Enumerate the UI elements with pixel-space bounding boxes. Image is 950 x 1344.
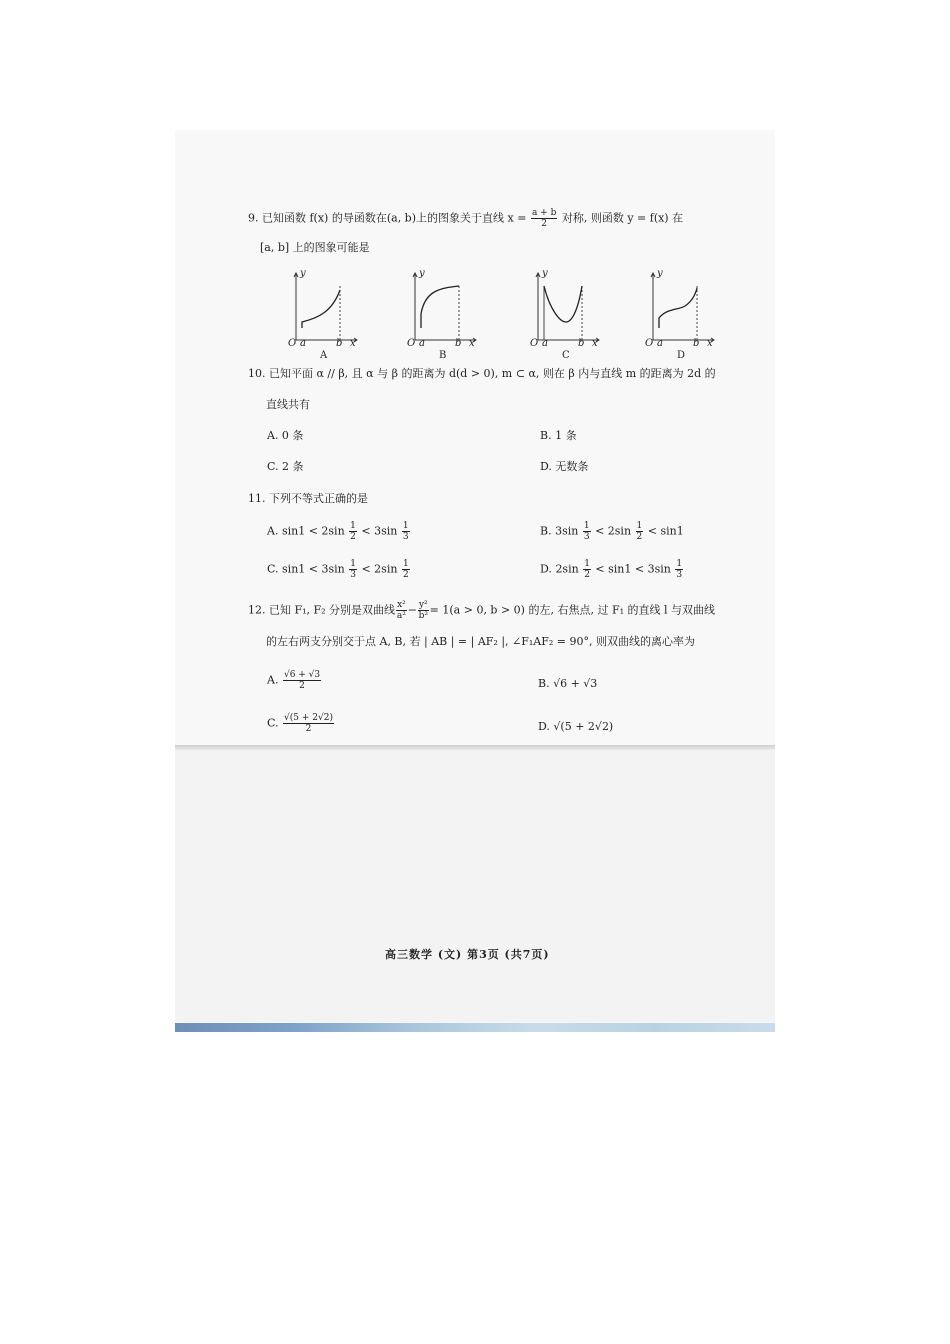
q11-b-f1n: 1	[583, 521, 590, 531]
a-label: a	[657, 338, 663, 349]
function-curve	[659, 288, 697, 328]
graph-choice-label: A	[320, 350, 328, 361]
origin-label: O	[530, 338, 539, 349]
q11-c-frac2	[402, 559, 410, 580]
q11-b-part1: 3sin	[555, 524, 579, 538]
q12-option-d: D. √(5 + 2√2)	[538, 720, 614, 733]
q11-d-frac2	[675, 559, 683, 580]
q11-a-f2d: 3	[402, 532, 409, 542]
q10-option-a: A. 0 条	[267, 429, 304, 442]
b-label: b	[578, 338, 585, 349]
q9-frac-num: a + b	[531, 208, 557, 218]
graph-choice-label: D	[677, 350, 686, 361]
q12-a-frac	[283, 670, 321, 691]
q11-b-f1d: 3	[583, 532, 590, 542]
bottom-bar	[175, 1023, 775, 1032]
y-axis-label: y	[419, 268, 425, 279]
q11-c-part2: < 2sin	[361, 562, 398, 576]
q11-option-c	[267, 559, 411, 580]
q11-option-a	[267, 521, 411, 542]
q11-c-f1d: 3	[350, 570, 356, 580]
q11-c-part1: sin1 < 3sin	[282, 562, 345, 576]
q12-line1	[248, 600, 715, 621]
q12-f1d: a²	[396, 611, 406, 621]
q11-a-part2: < 3sin	[361, 524, 398, 538]
a-label: a	[542, 338, 548, 349]
q12-c-num: √(5 + 2√2)	[284, 713, 333, 723]
q12-a-letter: A.	[267, 673, 279, 687]
q12-text-b: = 1(a > 0, b > 0) 的左, 右焦点, 过 F₁ 的直线 l 与双曲线	[429, 603, 716, 617]
q10-line1: 10. 已知平面 α // β, 且 α 与 β 的距离为 d(d > 0), m ⊂ α, 则在 β 内与直线 m 的距离为 2d 的	[248, 367, 716, 380]
q11-d-frac1	[583, 559, 591, 580]
y-axis-label: y	[542, 268, 548, 279]
q12-option-c	[267, 713, 335, 734]
q12-minus: −	[407, 603, 417, 617]
q9-graph-a	[288, 270, 360, 360]
q9-graph-plot	[407, 270, 479, 346]
q11-a-f1d: 2	[350, 532, 356, 542]
b-label: b	[455, 338, 462, 349]
q11-a-frac1	[349, 521, 357, 542]
q9-text-b: 对称, 则函数 y = f(x) 在	[561, 211, 684, 225]
q10-option-b: B. 1 条	[540, 429, 577, 442]
q11-a-frac2	[402, 521, 410, 542]
q9-graph-d	[645, 270, 717, 360]
q9-graph-b	[407, 270, 479, 360]
function-curve	[421, 286, 459, 328]
function-curve	[544, 286, 582, 322]
origin-label: O	[645, 338, 654, 349]
q11-option-d	[540, 559, 684, 580]
graph-choice-label: B	[439, 350, 447, 361]
q12-a-num: √6 + √3	[283, 670, 321, 680]
q11-b-letter: B.	[540, 524, 552, 538]
q12-text-a: 12. 已知 F₁, F₂ 分别是双曲线	[248, 603, 396, 617]
q11-b-frac1	[583, 521, 591, 542]
q11-d-f2n: 1	[676, 559, 683, 569]
q9-fraction	[531, 208, 557, 229]
q11-c-f1n: 1	[350, 559, 356, 569]
q11-a-part1: sin1 < 2sin	[281, 524, 345, 538]
q12-c-frac	[283, 713, 334, 734]
q10-option-c: C. 2 条	[267, 460, 304, 473]
x-axis-label: x	[707, 338, 713, 349]
q12-f2n: y²	[418, 600, 428, 610]
y-axis-label: y	[300, 268, 306, 279]
q12-c-letter: C.	[267, 716, 279, 730]
a-label: a	[300, 338, 306, 349]
q12-f1n: x²	[397, 600, 406, 610]
q11-c-letter: C.	[267, 562, 279, 576]
q9-graph-plot	[530, 270, 602, 346]
q11-c-f2d: 2	[402, 570, 409, 580]
q12-c-den: 2	[305, 724, 312, 734]
q10-line2: 直线共有	[266, 398, 310, 411]
q9-line2: [a, b] 上的图象可能是	[260, 241, 370, 254]
q9-graph-c	[530, 270, 602, 360]
q11-a-f1n: 1	[350, 521, 356, 531]
q12-option-a	[267, 670, 322, 691]
q11-b-part2: < 2sin	[595, 524, 632, 538]
q10-option-d: D. 无数条	[540, 460, 589, 473]
q11-d-f2d: 3	[676, 570, 683, 580]
q12-f2d: b²	[418, 611, 428, 621]
function-curve	[302, 290, 340, 328]
q9-graph-plot	[288, 270, 360, 346]
a-label: a	[419, 338, 425, 349]
q12-frac-x	[396, 600, 407, 621]
page-lower	[175, 750, 775, 1022]
q9-frac-den: 2	[541, 219, 547, 229]
q12-a-den: 2	[299, 681, 305, 691]
page-upper	[175, 130, 775, 747]
q11-c-f2n: 1	[402, 559, 409, 569]
q9-line1	[248, 208, 683, 229]
q12-option-b: B. √6 + √3	[538, 677, 598, 690]
x-axis-label: x	[592, 338, 598, 349]
q11-d-part1: 2sin	[555, 562, 579, 576]
b-label: b	[693, 338, 700, 349]
q11-d-f1n: 1	[584, 559, 590, 569]
q11-d-f1d: 2	[584, 570, 590, 580]
graph-choice-label: C	[562, 350, 570, 361]
q11-d-letter: D.	[540, 562, 552, 576]
q11-stem: 11. 下列不等式正确的是	[248, 492, 368, 505]
x-axis-label: x	[350, 338, 356, 349]
y-axis-label: y	[657, 268, 663, 279]
q9-text-a: 9. 已知函数 f(x) 的导函数在(a, b)上的图象关于直线 x =	[248, 211, 527, 225]
q11-c-frac1	[349, 559, 357, 580]
q11-b-frac2	[636, 521, 644, 542]
origin-label: O	[407, 338, 416, 349]
q11-b-part3: < sin1	[647, 524, 684, 538]
q11-d-part2: < sin1 < 3sin	[595, 562, 671, 576]
q9-graph-plot	[645, 270, 717, 346]
x-axis-label: x	[469, 338, 475, 349]
b-label: b	[336, 338, 343, 349]
scanned-page	[175, 130, 775, 1030]
q11-a-letter: A.	[267, 524, 279, 538]
page-footer: 高三数学 (文) 第3页 (共7页)	[385, 948, 550, 961]
origin-label: O	[288, 338, 297, 349]
q12-frac-y	[418, 600, 429, 621]
q12-line2: 的左右两支分别交于点 A, B, 若 | AB | = | AF₂ |, ∠F₁AF₂ = 90°, 则双曲线的离心率为	[266, 635, 695, 648]
q11-b-f2d: 2	[636, 532, 643, 542]
q11-b-f2n: 1	[636, 521, 643, 531]
q11-option-b	[540, 521, 684, 542]
q11-a-f2n: 1	[402, 521, 409, 531]
